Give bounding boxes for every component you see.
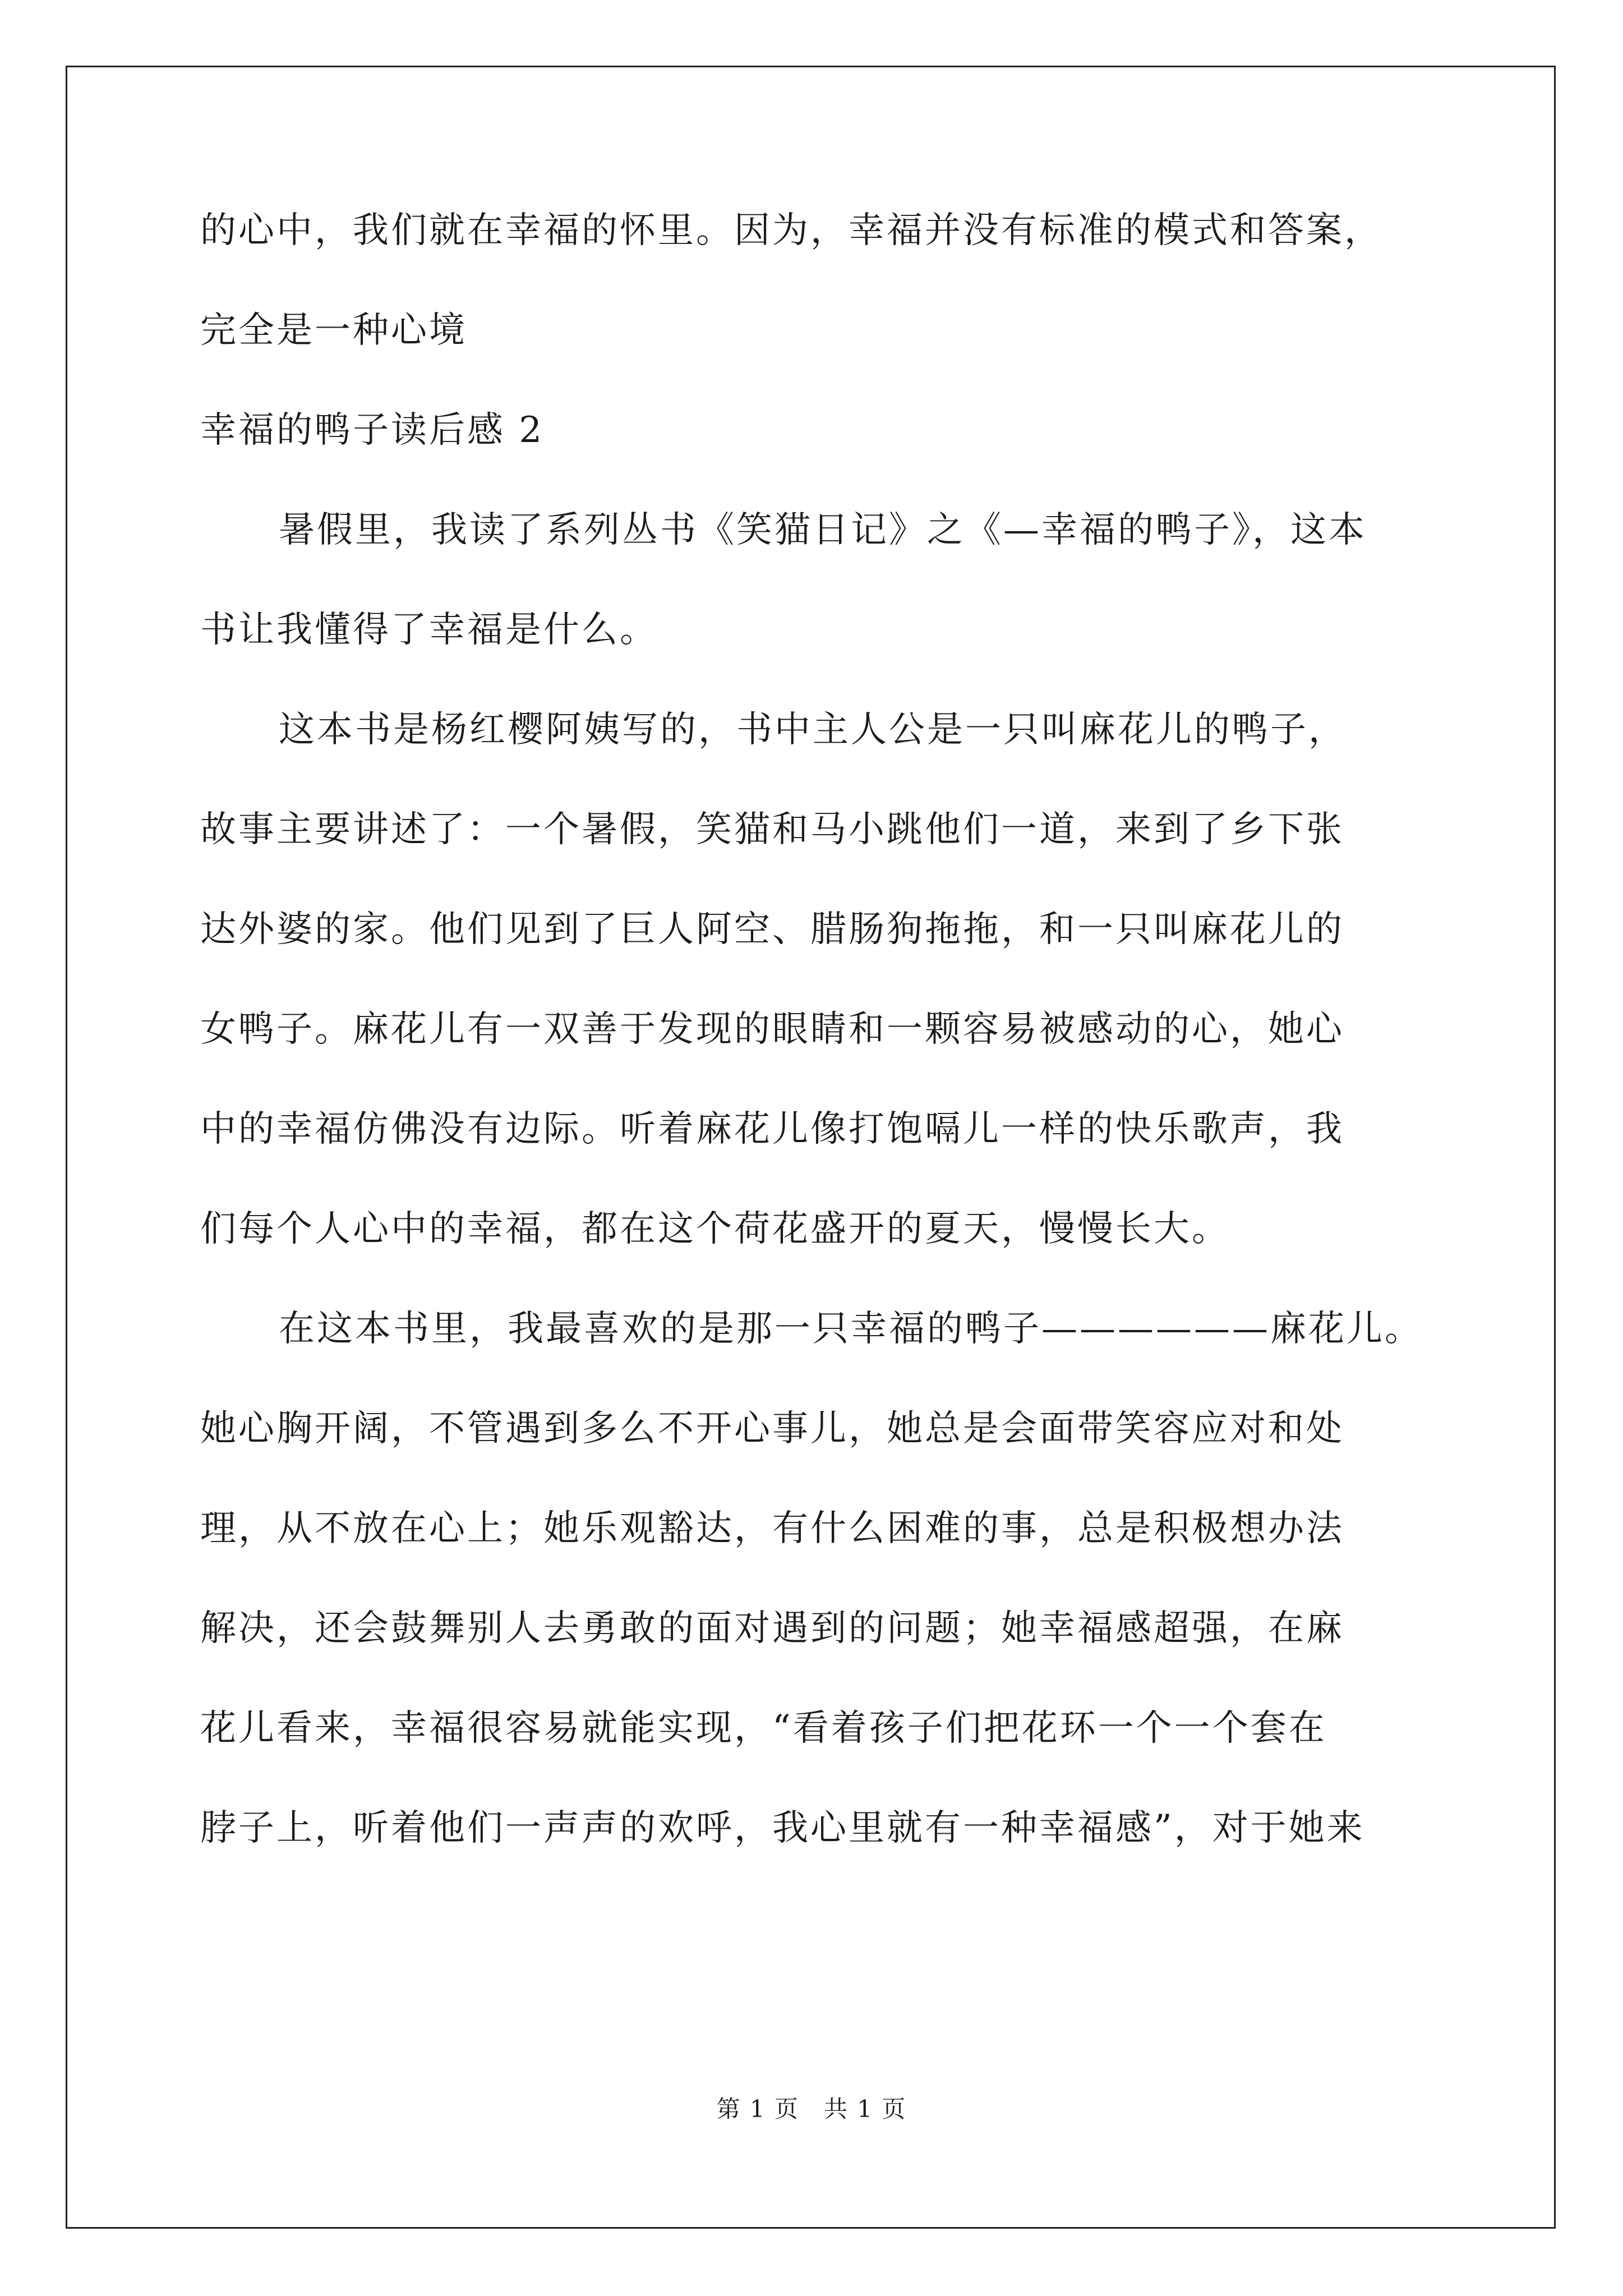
text-line: 的心中，我们就在幸福的怀里。因为，幸福并没有标准的模式和答案， xyxy=(200,210,1382,251)
text-line: 完全是一种心境 xyxy=(200,310,467,351)
document-body xyxy=(200,210,1434,1908)
text-line: 故事主要讲述了：一个暑假，笑猫和马小跳他们一道，来到了乡下张 xyxy=(200,809,1344,850)
text-line: 理，从不放在心上；她乐观豁达，有什么困难的事，总是积极想办法 xyxy=(200,1508,1344,1549)
text-line: 花儿看来，幸福很容易就能实现，“看着孩子们把花环一个一个套在 xyxy=(200,1708,1327,1749)
text-line: 达外婆的家。他们见到了巨人阿空、腊肠狗拖拖，和一只叫麻花儿的 xyxy=(200,909,1344,950)
page-footer: 第 1 页 共 1 页 xyxy=(716,2095,907,2123)
text-line: 解决，还会鼓舞别人去勇敢的面对遇到的问题；她幸福感超强，在麻 xyxy=(200,1608,1344,1649)
paragraph-first-line: 这本书是杨红樱阿姨写的，书中主人公是一只叫麻花儿的鸭子， xyxy=(279,709,1347,751)
section-heading: 幸福的鸭子读后感 2 xyxy=(200,409,545,451)
paragraph-first-line: 暑假里，我读了系列丛书《笑猫日记》之《—幸福的鸭子》，这本 xyxy=(279,509,1367,551)
text-line: 脖子上，听着他们一声声的欢呼，我心里就有一种幸福感”，对于她来 xyxy=(200,1807,1365,1849)
text-line: 她心胸开阔，不管遇到多么不开心事儿，她总是会面带笑容应对和处 xyxy=(200,1408,1344,1450)
text-line: 中的幸福仿佛没有边际。听着麻花儿像打饱嗝儿一样的快乐歌声，我 xyxy=(200,1108,1344,1150)
paragraph-first-line: 在这本书里，我最喜欢的是那一只幸福的鸭子——————麻花儿。 xyxy=(279,1308,1423,1350)
text-line: 们每个人心中的幸福，都在这个荷花盛开的夏天，慢慢长大。 xyxy=(200,1208,1230,1250)
text-line: 书让我懂得了幸福是什么。 xyxy=(200,609,658,651)
text-line: 女鸭子。麻花儿有一双善于发现的眼睛和一颗容易被感动的心，她心 xyxy=(200,1009,1344,1050)
